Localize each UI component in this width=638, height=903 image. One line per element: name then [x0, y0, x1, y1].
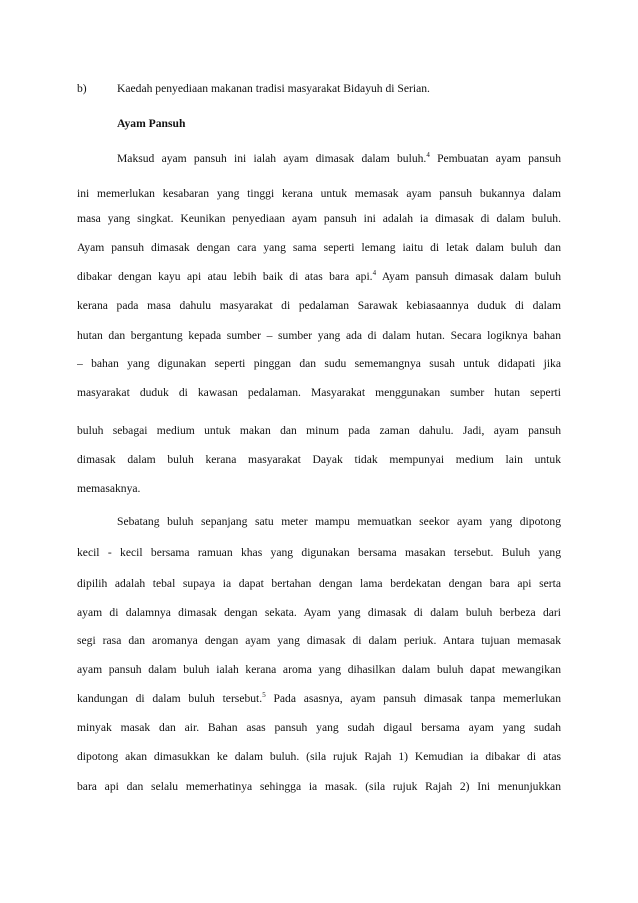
paragraph-line: dipotong akan dimasukkan ke dalam buluh. (sila rujuk Rajah 1) Kemudian ia dibakar di atas — [77, 750, 561, 763]
paragraph-line: ayam pansuh dalam buluh ialah kerana aroma yang dihasilkan dalam buluh dapat mewangikan — [77, 663, 561, 676]
line-text-tail: Pada asasnya, ayam pansuh dimasak tanpa memerlukan — [273, 692, 561, 705]
paragraph-line — [117, 152, 561, 166]
paragraph-line: kerana pada masa dahulu masyarakat di pedalaman Sarawak kebiasaannya duduk di dalam — [77, 299, 561, 312]
section-heading: Kaedah penyediaan makanan tradisi masyarakat Bidayuh di Serian. — [117, 82, 430, 95]
footnote-marker: 4 — [426, 152, 430, 160]
paragraph-line: Sebatang buluh sepanjang satu meter mampu memuatkan seekor ayam yang dipotong — [117, 515, 561, 528]
section-marker: b) — [77, 82, 87, 95]
paragraph-line: buluh sebagai medium untuk makan dan minum pada zaman dahulu. Jadi, ayam pansuh — [77, 424, 561, 437]
paragraph-line: masa yang singkat. Keunikan penyediaan ayam pansuh ini adalah ia dimasak di dalam buluh. — [77, 212, 561, 225]
paragraph-line — [77, 270, 561, 284]
paragraph-line: segi rasa dan aromanya dengan ayam yang dimasak di dalam periuk. Antara tujuan memasak — [77, 634, 561, 647]
paragraph-line: kecil - kecil bersama ramuan khas yang digunakan bersama masakan tersebut. Buluh yang — [77, 546, 561, 559]
line-text-tail: Ayam pansuh dimasak dalam buluh — [381, 270, 561, 283]
paragraph-line: hutan dan bergantung kepada sumber – sumber yang ada di dalam hutan. Secara logiknya bahan — [77, 329, 561, 342]
paragraph-line: bara api dan selalu memerhatinya sehingga ia masak. (sila rujuk Rajah 2) Ini menunjukkan — [77, 780, 561, 793]
footnote-marker: 5 — [262, 692, 266, 700]
paragraph-line: memasaknya. — [77, 482, 141, 495]
line-text: dibakar dengan kayu api atau lebih baik di atas bara api. — [77, 270, 373, 283]
line-text: kandungan di dalam buluh tersebut. — [77, 692, 263, 705]
subheading: Ayam Pansuh — [117, 117, 186, 130]
line-text-tail: Pembuatan ayam pansuh — [437, 152, 561, 165]
footnote-marker: 4 — [372, 270, 377, 278]
paragraph-line: dipilih adalah tebal supaya ia dapat bertahan dengan lama berdekatan dengan bara api serta — [77, 577, 561, 590]
paragraph-line: – bahan yang digunakan seperti pinggan dan sudu sememangnya susah untuk didapati jika — [77, 357, 561, 370]
paragraph-line: minyak masak dan air. Bahan asas pansuh yang sudah digaul bersama ayam yang sudah — [77, 721, 561, 734]
paragraph-line: ayam di dalamnya dimasak dengan sekata. Ayam yang dimasak di dalam buluh berbeza dari — [77, 606, 561, 619]
paragraph-line: ini memerlukan kesabaran yang tinggi kerana untuk memasak ayam pansuh bukannya dalam — [77, 187, 561, 200]
paragraph-line — [77, 692, 561, 706]
paragraph-line: dimasak dalam buluh kerana masyarakat Dayak tidak mempunyai medium lain untuk — [77, 453, 561, 466]
line-text: Maksud ayam pansuh ini ialah ayam dimasak dalam buluh. — [117, 152, 427, 165]
paragraph-line: masyarakat duduk di kawasan pedalaman. Masyarakat menggunakan sumber hutan seperti — [77, 386, 561, 399]
paragraph-line: Ayam pansuh dimasak dengan cara yang sama seperti lemang iaitu di letak dalam buluh dan — [77, 241, 561, 254]
